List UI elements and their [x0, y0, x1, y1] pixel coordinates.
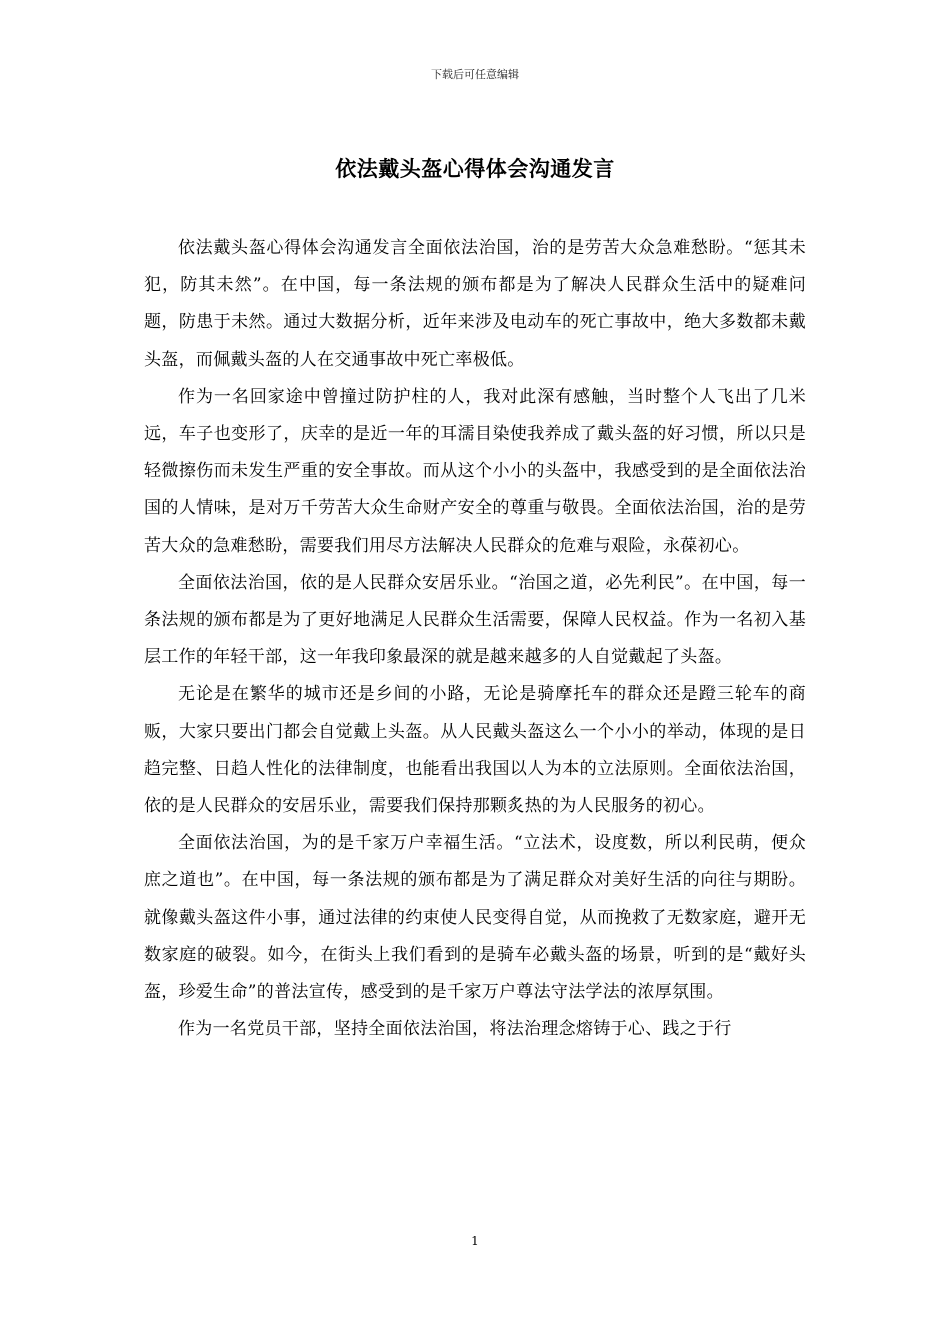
- document-title: 依法戴头盔心得体会沟通发言: [335, 157, 615, 181]
- paragraph: 全面依法治国，为的是千家万户幸福生活。“立法术，设度数，所以利民萌，便众庶之道也”。在中国，每一条法规的颁布都是为了满足群众对美好生活的向往与期盼。就像戴头盔这件小事，通过法律的约束使人民变得自觉，从而挽救了无数家庭，避开无数家庭的破裂。如今，在街头上我们看到的是骑车必戴头盔的场景，听到的是“戴好头盔，珍爱生命”的普法宣传，感受到的是千家万户尊法守法学法的浓厚氛围。: [144, 833, 806, 1003]
- page-number: 1: [471, 1234, 479, 1248]
- paragraph: 无论是在繁华的城市还是乡间的小路，无论是骑摩托车的群众还是蹬三轮车的商贩，大家只要出门都会自觉戴上头盔。从人民戴头盔这么一个小小的举动，体现的是日趋完整、日趋人性化的法律制度，也能看出我国以人为本的立法原则。全面依法治国，依的是人民群众的安居乐业，需要我们保持那颗炙热的为人民服务的初心。: [144, 684, 806, 817]
- page-header-note: 下载后可任意编辑: [431, 68, 519, 81]
- paragraph: 依法戴头盔心得体会沟通发言全面依法治国，治的是劳苦大众急难愁盼。“惩其未犯，防其未然”。在中国，每一条法规的颁布都是为了解决人民群众生活中的疑难问题，防患于未然。通过大数据分析，近年来涉及电动车的死亡事故中，绝大多数都未戴头盔，而佩戴头盔的人在交通事故中死亡率极低。: [144, 238, 806, 370]
- paragraph: 作为一名党员干部，坚持全面依法治国，将法治理念熔铸于心、践之于行: [178, 1019, 732, 1040]
- document-body: [144, 230, 806, 1048]
- paragraph: 作为一名回家途中曾撞过防护柱的人，我对此深有感触，当时整个人飞出了几米远，车子也变形了，庆幸的是近一年的耳濡目染使我养成了戴头盔的好习惯，所以只是轻微擦伤而未发生严重的安全事故。而从这个小小的头盔中，我感受到的是全面依法治国的人情味，是对万千劳苦大众生命财产安全的尊重与敬畏。全面依法治国，治的是劳苦大众的急难愁盼，需要我们用尽方法解决人民群众的危难与艰险，永葆初心。: [144, 386, 806, 556]
- paragraph: 全面依法治国，依的是人民群众安居乐业。“治国之道，必先利民”。在中国，每一条法规的颁布都是为了更好地满足人民群众生活需要，保障人民权益。作为一名初入基层工作的年轻干部，这一年我印象最深的就是越来越多的人自觉戴起了头盔。: [144, 572, 806, 668]
